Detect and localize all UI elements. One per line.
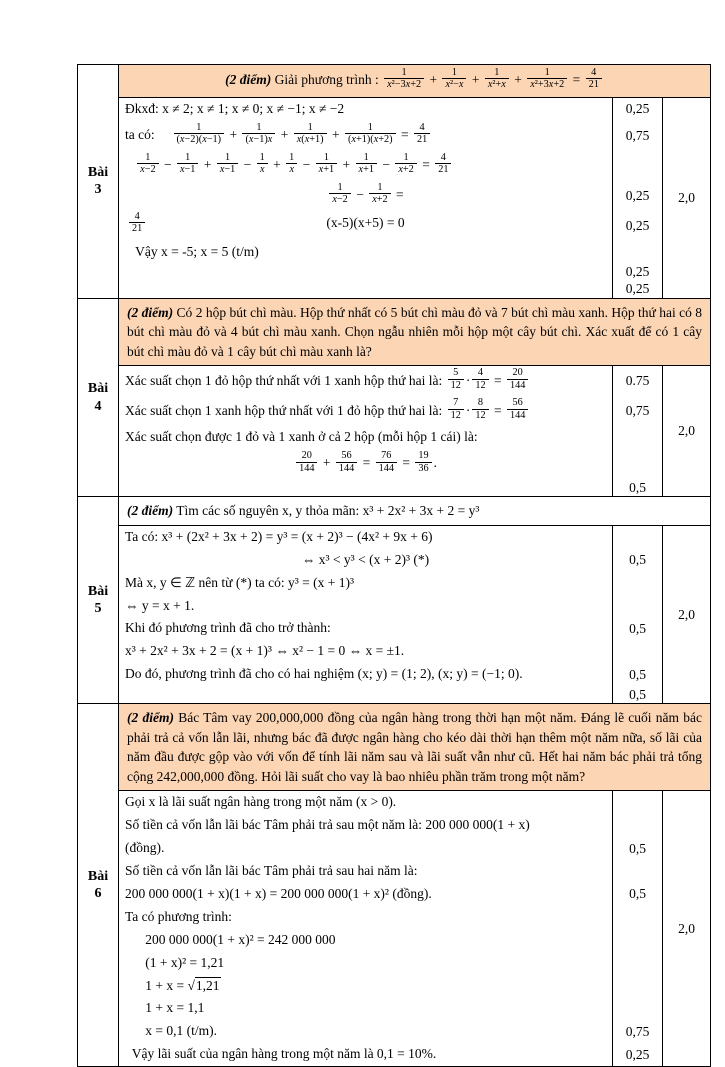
- section-bai-6: [78, 703, 710, 1066]
- line-score: [612, 929, 662, 952]
- line-text: Ta có phương trình:: [125, 908, 232, 924]
- fraction: $\frac{4}{21}$: [586, 67, 602, 91]
- fraction: $\frac{1}{x-1}$: [177, 152, 198, 176]
- section-total: [662, 366, 710, 496]
- content-line: [119, 617, 612, 640]
- problem-label: Bài: [87, 583, 109, 599]
- score-value: 0,25: [625, 217, 650, 233]
- line-text: Khi đó phương trình đã cho trở thành:: [125, 620, 331, 636]
- line-text: Mà x, y ∈ ℤ nên từ (*) ta có: y³ = (x + 1)³: [125, 574, 355, 590]
- line-score: [612, 211, 662, 241]
- fraction: $\frac{1}{\text{x²−3x+2}}$: [384, 67, 424, 91]
- sqrt-expression: √1,21: [187, 977, 220, 993]
- line-text: x³ + 2x² + 3x + 2 = (x + 1)³ ⇔ x² − 1 = 0 ⇔ x = ±1.: [125, 643, 405, 659]
- content-line: [119, 640, 612, 663]
- line-score: [612, 449, 662, 479]
- content-line: [119, 952, 612, 975]
- fraction: $\frac{1}{\text{x²−x}}$: [442, 67, 466, 91]
- line-score: [612, 151, 662, 181]
- fraction: $\frac{1}{(x-1)x}$: [242, 122, 275, 146]
- score-value: 0.75: [625, 373, 650, 389]
- line-text: Số tiền cả vốn lẫn lãi bác Tâm phải trả sau một năm là: 200 000 000(1 + x): [125, 817, 530, 833]
- fraction: $\frac{1}{\text{x²+x}}$: [485, 67, 509, 91]
- points-badge: (2 điểm): [127, 304, 174, 320]
- line-text: $\frac{1}{x-2}$ − $\frac{1}{x+2}$ =: [327, 187, 403, 202]
- section-header-text: Bác Tâm vay 200,000,000 đồng của ngân hàng trong thời hạn một năm. Đáng lẽ cuối năm bác phải trả cả vốn lẫn lãi, nhưng bác đã được ngân hàng cho kéo dài thời hạn thêm một năm nữa, số lãi của năm đầu được gộp vào với vốn để tính lãi năm sau và lãi suất vẫn như cũ. Hết hai năm bác phải trả tổng cộng 242,000,000 đồng. Hỏi lãi suất cho vay là bao nhiêu phần trăm trong một năm?: [127, 710, 702, 784]
- line-text: $\frac{20}{144}$ + $\frac{56}{144}$ = $\frac{76}{144}$ = $\frac{19}{36}$ .: [294, 455, 437, 470]
- problem-number: 5: [94, 601, 102, 617]
- content-line: [119, 814, 612, 837]
- line-text: Xác suất chọn được 1 đỏ và 1 xanh ở cả 2 hộp (mỗi hộp 1 cái) là:: [125, 429, 478, 445]
- line-score: [612, 663, 662, 686]
- line-text: ta có: $\frac{1}{(x-2)(x-1)}$ + $\frac{1}{(x-1)x}$ + $\frac{1}{x(x+1)}$ + $\frac{1}{(x+1)(x+2)}$ = $\frac{4}{21}$: [125, 127, 432, 142]
- line-text: (x-5)(x+5) = 0: [326, 214, 405, 230]
- content-line: [119, 686, 612, 703]
- line-text: 1 + x = √1,21: [125, 977, 220, 993]
- section-header: [119, 299, 710, 367]
- score-value: 0,5: [629, 686, 646, 702]
- content-line: [119, 98, 612, 121]
- line-score: [612, 595, 662, 618]
- line-score: [612, 686, 662, 703]
- content-line: [119, 837, 612, 860]
- points-badge: (2 điểm): [225, 72, 272, 88]
- content-line: [119, 549, 612, 572]
- line-text: x = 0,1 (t/m).: [125, 1023, 217, 1039]
- total-value: 2,0: [678, 606, 695, 622]
- fraction: $\frac{1}{x+2}$: [395, 152, 416, 176]
- line-score: [612, 479, 662, 496]
- score-value: 0,5: [629, 840, 646, 856]
- section-body: [119, 704, 710, 1066]
- fraction: $\frac{20}{144}$: [296, 450, 317, 474]
- section-header: [119, 497, 710, 526]
- content-line: [119, 1043, 612, 1066]
- content-line: [119, 595, 612, 618]
- content-line: [119, 426, 612, 449]
- line-score: [612, 549, 662, 572]
- problem-label: Bài: [87, 381, 109, 397]
- content-line: [119, 211, 612, 241]
- fraction: $\frac{1}{(x+1)(x+2)}$: [345, 122, 396, 146]
- line-score: [612, 997, 662, 1020]
- content-line: [119, 860, 612, 883]
- problem-number: 3: [94, 182, 102, 198]
- line-score: [612, 860, 662, 883]
- fraction: $\frac{1}{(x-2)(x-1)}$: [174, 122, 225, 146]
- section-bai-4: [78, 298, 710, 497]
- fraction: $\frac{1}{x-2}$: [329, 182, 350, 206]
- line-score: [612, 396, 662, 426]
- fraction: $\frac{56}{144}$: [336, 450, 357, 474]
- line-text: Vậy lãi suất của ngân hàng trong một năm là 0,1 = 10%.: [125, 1046, 437, 1062]
- content-line: [119, 929, 612, 952]
- section-header-text: Tìm các số nguyên x, y thỏa mãn: x³ + 2x² + 3x + 2 = y³: [176, 503, 480, 519]
- line-text: (đồng).: [125, 840, 165, 856]
- fraction: $\frac{5}{12}$: [448, 367, 464, 391]
- line-text: Ta có: x³ + (2x² + 3x + 2) = y³ = (x + 2)³ − (4x² + 9x + 6): [125, 528, 433, 544]
- line-score: [612, 426, 662, 449]
- line-text: ⇔ y = x + 1.: [125, 597, 195, 613]
- problem-label: Bài: [87, 164, 109, 180]
- fraction: $\frac{1}{\text{x²+3x+2}}$: [527, 67, 567, 91]
- line-score: [612, 366, 662, 396]
- content-line: [119, 526, 612, 549]
- score-value: 0,25: [625, 281, 650, 297]
- line-text: (1 + x)² = 1,21: [125, 954, 225, 970]
- line-text: 200 000 000(1 + x)² = 242 000 000: [125, 931, 336, 947]
- total-value: 2,0: [678, 920, 695, 936]
- content-line: [119, 241, 612, 264]
- section-total: [662, 98, 710, 298]
- content-line: [119, 449, 612, 479]
- fraction: $\frac{4}{21}$: [414, 122, 430, 146]
- line-text: ⇔ x³ < y³ < (x + 2)³ (*): [301, 551, 430, 567]
- line-text: Xác suất chọn 1 xanh hộp thứ nhất với 1 đỏ hộp thứ hai là: $\frac{7}{12}$ · $\frac{8}{12}$ = $\frac{56}{144}$: [125, 403, 530, 418]
- section-total: [662, 791, 710, 1066]
- fraction: $\frac{4}{21}$: [129, 211, 145, 235]
- section-content-grid: [119, 791, 710, 1066]
- content-line: [119, 663, 612, 686]
- fraction: $\frac{1}{x+1}$: [316, 152, 337, 176]
- section-content-grid: [119, 98, 710, 298]
- line-score: [612, 617, 662, 640]
- line-score: [612, 572, 662, 595]
- fraction: $\frac{1}{x}$: [257, 152, 268, 176]
- fraction: $\frac{76}{144}$: [376, 450, 397, 474]
- fraction: $\frac{4}{21}$: [435, 152, 451, 176]
- line-score: [612, 791, 662, 814]
- content-line: [119, 997, 612, 1020]
- problem-number-cell: [78, 299, 119, 497]
- line-text: 1 + x = 1,1: [125, 1000, 205, 1016]
- content-line: [119, 883, 612, 906]
- section-bai-3: [78, 65, 710, 298]
- score-value: 0,5: [629, 620, 646, 636]
- fraction: $\frac{1}{x(x+1)}$: [294, 122, 327, 146]
- content-line: [119, 281, 612, 298]
- line-text: Đkxđ: x ≠ 2; x ≠ 1; x ≠ 0; x ≠ −1; x ≠ −2: [125, 100, 345, 116]
- fraction: $\frac{1}{x-2}$: [137, 152, 158, 176]
- total-value: 2,0: [678, 189, 695, 205]
- section-header: [119, 65, 710, 98]
- score-value: 0,75: [625, 1023, 650, 1039]
- fraction: $\frac{1}{x-1}$: [217, 152, 238, 176]
- score-value: 0,5: [629, 552, 646, 568]
- section-total: [662, 526, 710, 703]
- line-score: [612, 952, 662, 975]
- fraction: $\frac{1}{x+1}$: [356, 152, 377, 176]
- line-score: [612, 640, 662, 663]
- fraction: $\frac{1}{x}$: [286, 152, 297, 176]
- content-line: [119, 791, 612, 814]
- content-line: [119, 264, 612, 281]
- content-line: [119, 366, 612, 396]
- section-header-text: Giải phương trình : $\frac{1}{\text{x²−3x+2}}$ + $\frac{1}{\text{x²−x}}$ + $\frac{1}{\text{x²+x}}$ + $\frac{1}{\text{x²+3x+2}}$ = $\frac{4}{21}$: [275, 72, 604, 87]
- total-value: 2,0: [678, 423, 695, 439]
- problem-number: 4: [94, 398, 102, 414]
- line-text: Xác suất chọn 1 đỏ hộp thứ nhất với 1 xanh hộp thứ hai là: $\frac{5}{12}$ · $\frac{4}{12}$ = $\frac{20}{144}$: [125, 373, 530, 388]
- problem-label: Bài: [87, 868, 109, 884]
- line-text: $\frac{1}{x-2}$ − $\frac{1}{x-1}$ + $\frac{1}{x-1}$ − $\frac{1}{x}$ + $\frac{1}{x}$ − $\frac{1}{x+1}$ + $\frac{1}{x+1}$ − $\frac{1}{x+2}$ = $\frac{4}{21}$: [125, 157, 453, 172]
- section-bai-5: [78, 496, 710, 703]
- line-score: [612, 241, 662, 264]
- content-line: [119, 121, 612, 151]
- line-score: [612, 281, 662, 298]
- fraction: $\frac{4}{12}$: [472, 367, 488, 391]
- fraction: $\frac{20}{144}$: [507, 367, 528, 391]
- score-value: 0,5: [629, 666, 646, 682]
- line-score: [612, 814, 662, 837]
- score-value: 0,25: [625, 187, 650, 203]
- content-line: [119, 151, 612, 181]
- problem-number-cell: [78, 704, 119, 1066]
- score-value: 0,75: [625, 127, 650, 143]
- section-body: [119, 65, 710, 298]
- line-score: [612, 526, 662, 549]
- content-line: [119, 906, 612, 929]
- line-text: Gọi x là lãi suất ngân hàng trong một năm (x > 0).: [125, 794, 397, 810]
- section-header: [119, 704, 710, 791]
- content-line: [119, 181, 612, 211]
- score-value: 0,25: [625, 101, 650, 117]
- line-score: [612, 121, 662, 151]
- line-score: [612, 98, 662, 121]
- score-value: 0,5: [629, 886, 646, 902]
- score-value: 0,75: [625, 403, 650, 419]
- fraction: $\frac{8}{12}$: [472, 397, 488, 421]
- points-badge: (2 điểm): [127, 503, 174, 519]
- line-left-fragment: [127, 210, 147, 237]
- line-score: [612, 883, 662, 906]
- line-text: Do đó, phương trình đã cho có hai nghiệm (x; y) = (1; 2), (x; y) = (−1; 0).: [125, 666, 523, 682]
- fraction: $\frac{19}{36}$: [415, 450, 431, 474]
- line-score: [612, 975, 662, 998]
- line-score: [612, 181, 662, 211]
- score-value: 0,25: [625, 1046, 650, 1062]
- content-line: [119, 572, 612, 595]
- line-score: [612, 837, 662, 860]
- problem-number-cell: [78, 65, 119, 298]
- points-badge: (2 điểm): [127, 710, 174, 726]
- line-text: Số tiền cả vốn lẫn lãi bác Tâm phải trả sau hai năm là:: [125, 863, 418, 879]
- fraction: $\frac{1}{x+2}$: [369, 182, 390, 206]
- problem-number-cell: [78, 497, 119, 703]
- section-body: [119, 299, 710, 497]
- grading-rubric-table: [77, 64, 711, 1067]
- section-body: [119, 497, 710, 703]
- line-score: [612, 1043, 662, 1066]
- score-value: 0,25: [625, 264, 650, 280]
- content-line: [119, 479, 612, 496]
- content-line: [119, 396, 612, 426]
- line-score: [612, 906, 662, 929]
- line-text: Vậy x = -5; x = 5 (t/m): [125, 243, 259, 259]
- content-line: [119, 975, 612, 998]
- section-header-text: Có 2 hộp bút chì màu. Hộp thứ nhất có 5 bút chì màu đỏ và 7 bút chì màu xanh. Hộp thứ hai có 8 bút chì màu đỏ và 4 bút chì màu xanh. Chọn ngẫu nhiên mỗi hộp một cây bút chì. Xác xuất để có 1 cây bút chì màu đỏ và 1 cây bút chì màu xanh là?: [127, 304, 702, 359]
- fraction: $\frac{56}{144}$: [507, 397, 528, 421]
- line-text: 200 000 000(1 + x)(1 + x) = 200 000 000(1 + x)² (đồng).: [125, 885, 432, 901]
- section-content-grid: [119, 366, 710, 496]
- fraction: $\frac{7}{12}$: [448, 397, 464, 421]
- line-score: [612, 264, 662, 281]
- problem-number: 6: [94, 886, 102, 902]
- section-content-grid: [119, 526, 710, 703]
- score-value: 0,5: [629, 479, 646, 495]
